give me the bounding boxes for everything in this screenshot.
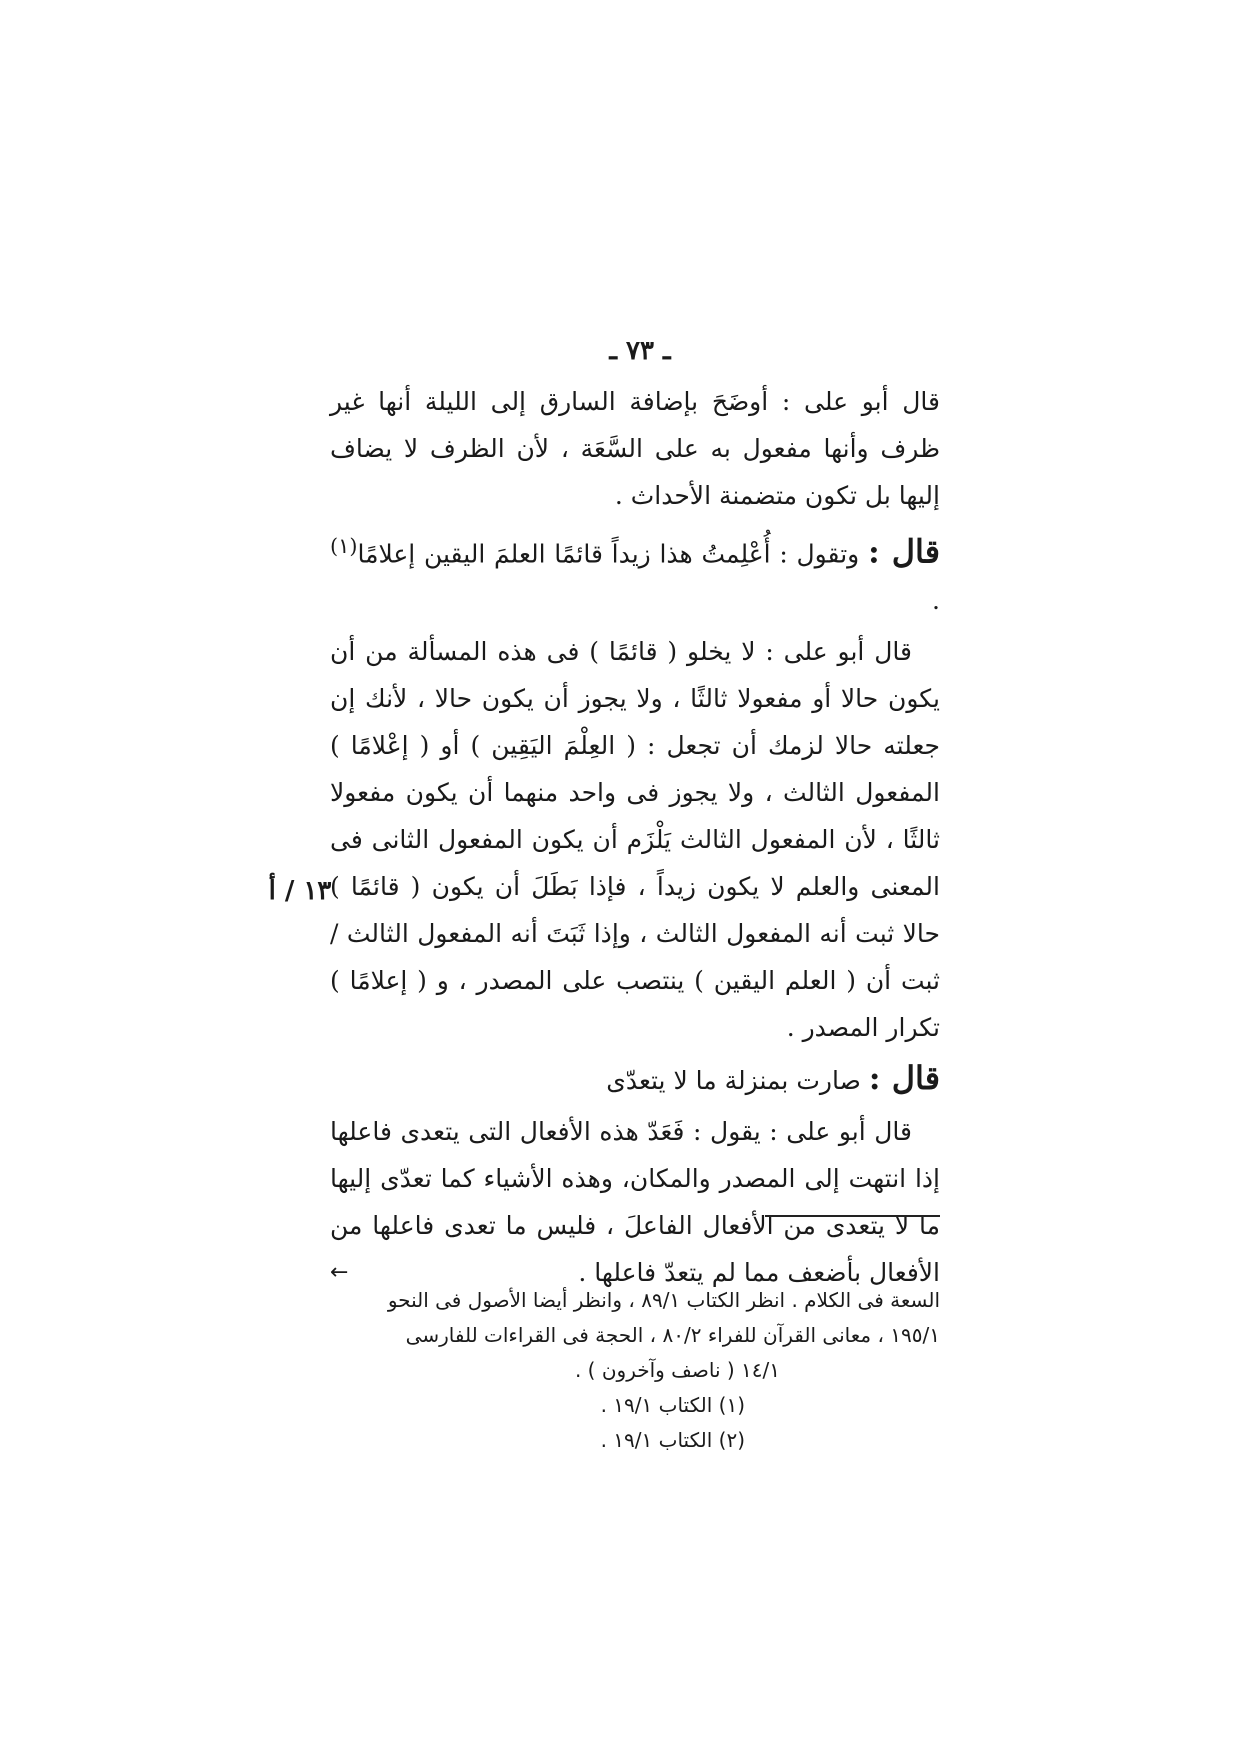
qala-line-2 <box>330 1055 940 1104</box>
footnote-1: (١) الكتاب ١٩/١ . <box>600 1393 745 1417</box>
footnote-ref-1[interactable]: (١) <box>330 534 358 558</box>
footnote-continuation-line: ١٤/١ ( ناصف وآخرون ) . <box>574 1358 780 1382</box>
qala-label: قال : <box>867 532 941 571</box>
qala-end: . <box>932 586 940 616</box>
manuscript-folio-note: ١٣ / أ <box>268 876 332 906</box>
paragraph-3: قال أبو على : يقول : فَعَدّ هذه الأفعال التى يتعدى فاعلها إذا انتهت إلى المصدر والمكان، وهذه الأشياء كما تعدّى إليها ما لا يتعدى من الأفعال الفاعلَ ، فليس ما تعدى فاعلها من الأفعال بأضعف مما لم يتعدّ فاعلها . <box>330 1117 940 1288</box>
main-text <box>330 378 940 1296</box>
page-number: ـ ٧٣ ـ <box>609 336 671 366</box>
footnotes <box>330 1255 940 1458</box>
footnote-separator <box>765 1215 940 1217</box>
footnote-continuation-line: السعة فى الكلام . انظر الكتاب ٨٩/١ ، وانظر أيضا الأصول فى النحو <box>387 1288 940 1312</box>
qala-text: صارت بمنزلة ما لا يتعدّى <box>606 1066 861 1096</box>
paragraph-2: قال أبو على : لا يخلو ( قائمًا ) فى هذه المسألة من أن يكون حالا أو مفعولا ثالثًا ، ولا يجوز أن يكون حالا ، لأنك إن جعلته حالا لزمك أن تجعل : ( العِلْمَ اليَقِين ) أو ( إعْلامًا ) المفعول الثالث ، ولا يجوز فى واحد منهما أن يكون مفعولا ثالثًا ، لأن المفعول الثالث يَلْزَم أن يكون المفعول الثانى فى المعنى والعلم لا يكون زيداً ، فإذا بَطَلَ أن يكون ( قائمًا ) حالا ثبت أنه المفعول الثالث ، وإذا ثَبَتَ أنه المفعول الثالث / ثبت أن ( العلم اليقين ) ينتصب على المصدر ، و ( إعلامًا ) تكرار المصدر . <box>330 637 940 1043</box>
qala-label: قال : <box>868 1059 940 1098</box>
qala-text: وتقول : أُعْلِمتُ هذا زيداً قائمًا العلمَ اليقين إعلامًا <box>357 539 860 569</box>
footnote-2: (٢) الكتاب ١٩/١ . <box>600 1428 745 1452</box>
qala-line-1 <box>330 523 940 624</box>
footnote-continuation-line: ١٩٥/١ ، معانى القرآن للفراء ٨٠/٢ ، الحجة فى القراءات للفارسى <box>405 1323 940 1347</box>
continuation-arrow-icon: ← <box>330 1260 349 1285</box>
paragraph-1: قال أبو على : أوضَحَ بإضافة السارق إلى الليلة أنها غير ظرف وأنها مفعول به على السَّعَة ، لأن الظرف لا يضاف إليها بل تكون متضمنة الأحداث . <box>330 387 940 510</box>
